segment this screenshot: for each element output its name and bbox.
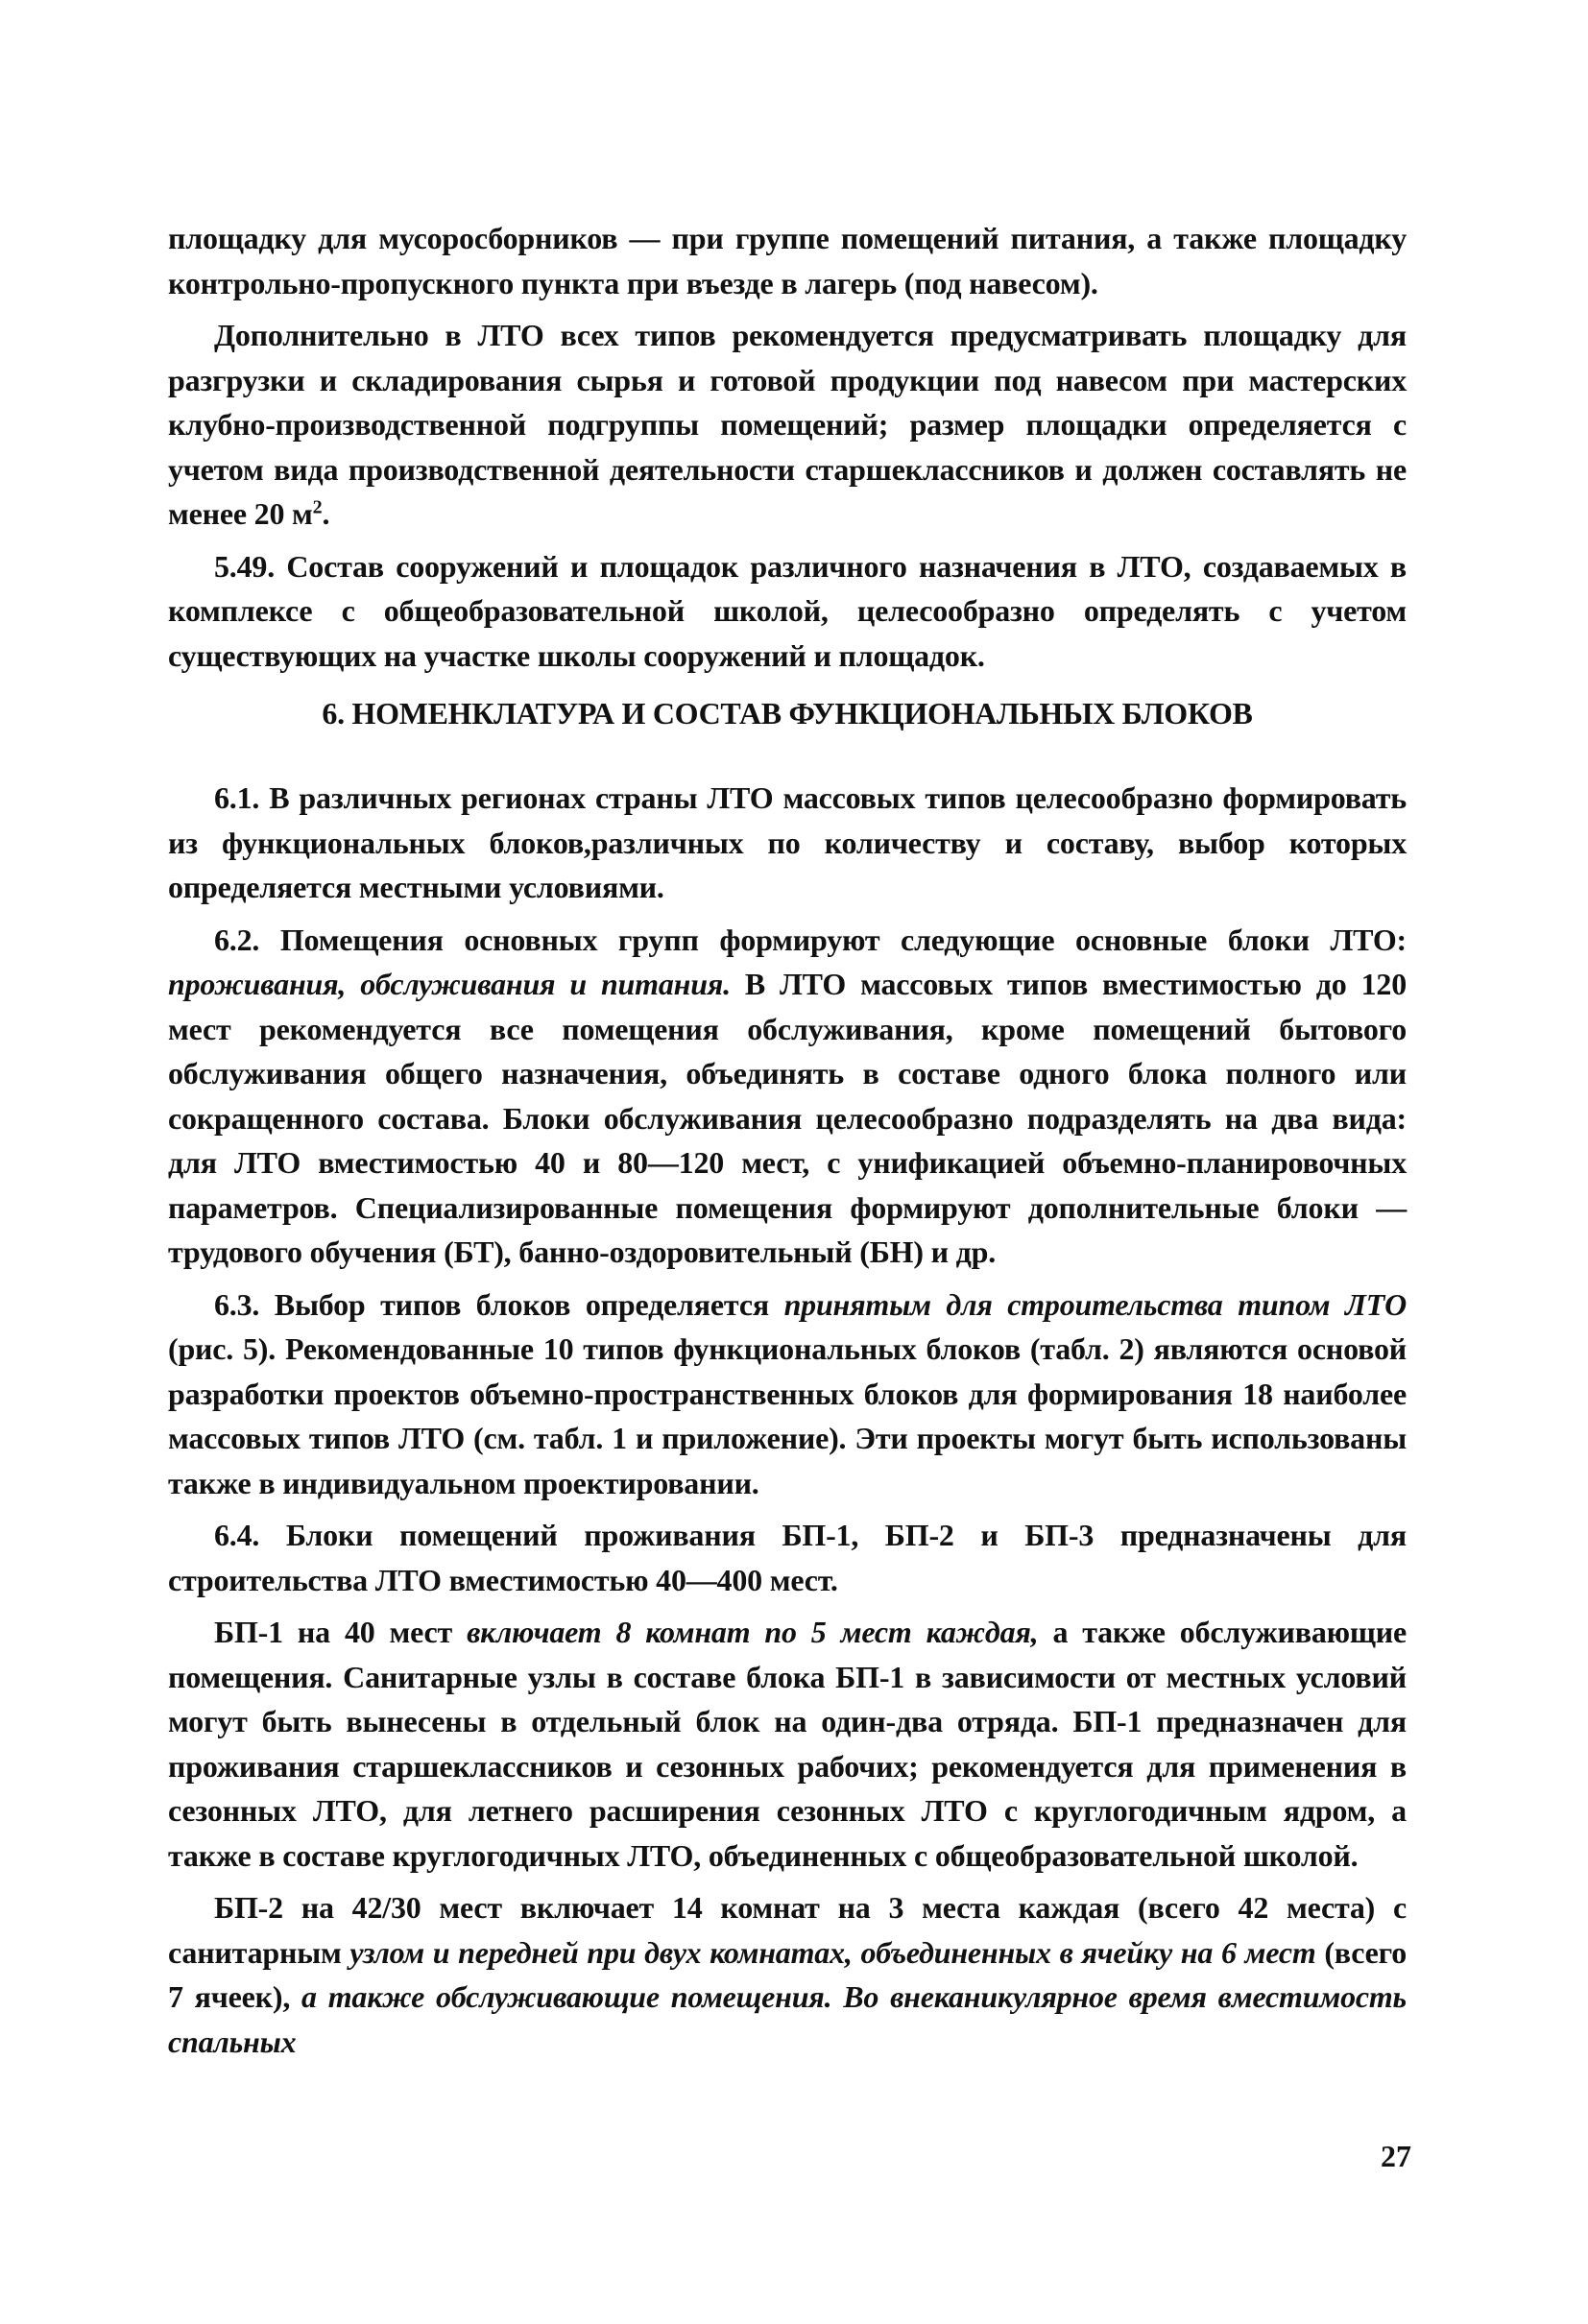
paragraph-waste-area: площадку для мусоросборников — при группе помещений питания, а также площадку контрольно-пропускного пункта при въезде в лагерь (под навесом).: [168, 221, 1407, 300]
paragraph-text: В различных регионах страны ЛТО массовых типов целесообразно формировать из функциональных блоков,различных по количеству и составу, выбор которых определяется местными условиями.: [168, 780, 1407, 904]
paragraph-text: БП-1 на 40 мест: [214, 1615, 468, 1649]
clause-number: 6.3.: [214, 1286, 260, 1322]
paragraph-text: Блоки помещений проживания БП-1, БП-2 и БП-3 предназначены для строительства ЛТО вместимостью 40—400 мест.: [168, 1518, 1407, 1597]
paragraph-6-4: [168, 1513, 1407, 1602]
italic-text: проживания, обслуживания и питания.: [168, 967, 731, 1001]
section-6-body: [168, 776, 1407, 2064]
paragraph-bp-2: [168, 1885, 1407, 2064]
section-5-continuation: [168, 216, 1407, 678]
paragraph-text: В ЛТО массовых типов вместимостью до 120 мест рекомендуется все помещения обслуживания, кроме помещений бытового обслуживания общего назначения, объединять в составе одного блока полного или сокращенного состава. Блоки обслуживания целесообразно подразделять на два вида: для ЛТО вместимостью 40 и 80—120 мест, с унификацией объемно-планировочных параметров. Специализированные помещения формируют дополнительные блоки — трудового обучения (БТ), банно-оздоровительный (БН) и др.: [168, 967, 1407, 1269]
section-heading: 6. НОМЕНКЛАТУРА И СОСТАВ ФУНКЦИОНАЛЬНЫХ БЛОКОВ: [322, 696, 1253, 731]
paragraph-text: БП-2 на 42/30 мест включает 14 комнат на 3 места каждая (всего 42 места) с санитарным: [168, 1890, 1407, 1970]
paragraph-text: Состав сооружений и площадок различного назначения в ЛТО, создаваемых в комплексе с общеобразовательной школой, целесообразно определять с учетом существующих на участке школы сооружений и площадок.: [168, 548, 1407, 673]
superscript: 2: [312, 496, 323, 518]
paragraph-6-1: [168, 776, 1407, 910]
paragraph-text: Выбор типов блоков определяется: [259, 1286, 784, 1322]
paragraph-text: Помещения основных групп формируют следующие основные блоки ЛТО:: [259, 922, 1407, 957]
clause-number: 5.49.: [214, 548, 276, 584]
italic-text: включает 8 комнат по 5 мест каждая,: [467, 1615, 1039, 1649]
clause-number: 6.1.: [214, 780, 260, 815]
paragraph-bp-1: [168, 1610, 1407, 1878]
paragraph-5-49: [168, 544, 1407, 679]
paragraph-6-2: [168, 918, 1407, 1275]
page-number: 27: [1381, 2139, 1411, 2173]
italic-text: принятым для строительства типом ЛТО: [783, 1286, 1407, 1322]
clause-number: 6.4.: [214, 1518, 260, 1552]
paragraph-6-3: [168, 1282, 1407, 1506]
paragraph-text: (рис. 5). Рекомендованные 10 типов функциональных блоков (табл. 2) являются основой разработки проектов объемно-пространственных блоков для формирования 18 наиболее массовых типов ЛТО (см. табл. 1 и приложение). Эти проекты могут быть использованы также в индивидуальном проектировании.: [168, 1331, 1407, 1500]
paragraph-unloading-area: [168, 313, 1407, 537]
clause-number: 6.2.: [214, 922, 260, 957]
italic-text: узлом и передней при двух комнатах, объединенных в ячейку на 6 мест: [349, 1934, 1316, 1970]
italic-text: а также обслуживающие помещения. Во внеканикулярное время вместимость спальных: [168, 1979, 1407, 2059]
paragraph-text: Дополнительно в ЛТО всех типов рекомендуется предусматривать площадку для разгрузки и складирования сырья и готовой продукции под навесом при мастерских клубно-производственной подгруппы помещений; размер площадки определяется с учетом вида производственной деятельности старшеклассников и должен составлять не менее 20 м: [168, 318, 1407, 531]
period: .: [322, 496, 330, 531]
paragraph-text: (всего 7 ячеек),: [168, 1934, 1407, 2014]
paragraph-text: а также обслуживающие помещения. Санитарные узлы в составе блока БП-1 в зависимости от местных условий могут быть вынесены в отдельный блок на один-два отряда. БП-1 предназначен для проживания старшеклассников и сезонных рабочих; рекомендуется для применения в сезонных ЛТО, для летнего расширения сезонных ЛТО с круглогодичным ядром, а также в составе круглогодичных ЛТО, объединенных с общеобразовательной школой.: [168, 1615, 1407, 1873]
